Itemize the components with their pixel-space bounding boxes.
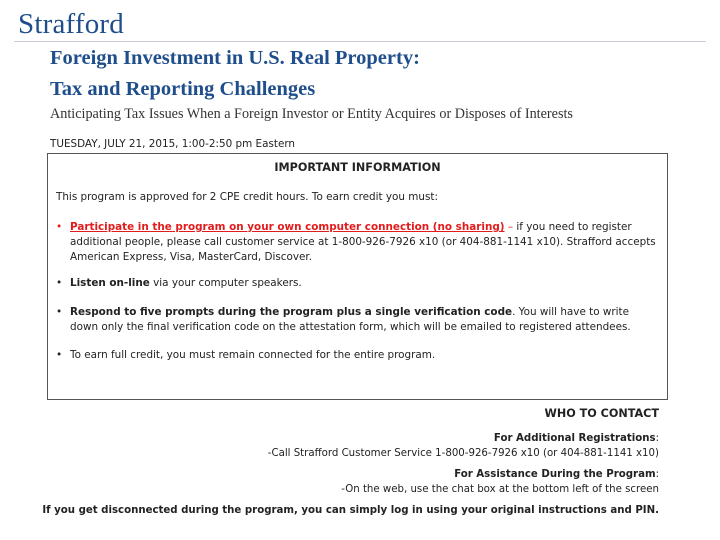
- info-heading: IMPORTANT INFORMATION: [274, 161, 441, 174]
- bullet-dot-icon: •: [56, 221, 63, 233]
- participate-dash: –: [504, 221, 517, 233]
- credit-intro: This program is approved for 2 CPE credit hours. To earn credit you must:: [56, 191, 438, 203]
- respond-details: . You will have to write down only the final verification code on the attestation form, which will be emailed to registered attendees.: [70, 306, 631, 333]
- registration-label: [494, 433, 659, 444]
- assistance-label: [454, 469, 659, 480]
- bullet-dot-icon: •: [56, 277, 63, 289]
- full-credit-text: To earn full credit, you must remain connected for the entire program.: [70, 349, 436, 361]
- page-title-line1: Foreign Investment in U.S. Real Property:: [50, 47, 420, 69]
- bullet-dot-icon: •: [56, 349, 63, 361]
- respond-label: Respond to five prompts during the program plus a single verification code: [70, 306, 513, 318]
- assistance-label-text: For Assistance During the Program: [454, 469, 656, 480]
- participate-details: if you need to register additional people, please call customer service at 1-800-926-7926 x10 (or 404-881-1141 x10). Strafford accepts American Express, Visa, MasterCard, Discover.: [70, 221, 656, 263]
- registration-label-text: For Additional Registrations: [493, 433, 656, 444]
- strafford-logo: Strafford: [18, 8, 124, 40]
- listen-online-details: via your computer speakers.: [149, 277, 302, 289]
- who-to-contact-heading: WHO TO CONTACT: [544, 407, 659, 420]
- page-subtitle: Anticipating Tax Issues When a Foreign Investor or Entity Acquires or Disposes of Interests: [50, 106, 573, 122]
- registration-colon: :: [655, 433, 659, 444]
- disconnect-note: If you get disconnected during the program, you can simply log in using your original instructions and PIN.: [42, 505, 659, 516]
- assistance-chat: -On the web, use the chat box at the bottom left of the screen: [341, 484, 659, 495]
- listen-online-label: Listen on-line: [70, 277, 150, 289]
- bullet-dot-icon: •: [56, 306, 63, 318]
- page-title-line2: Tax and Reporting Challenges: [50, 78, 316, 100]
- event-date: TUESDAY, JULY 21, 2015, 1:00-2:50 pm Eastern: [50, 138, 296, 150]
- important-information-box: [47, 153, 668, 400]
- registration-phone: -Call Strafford Customer Service 1-800-926-7926 x10 (or 404-881-1141 x10): [267, 448, 659, 459]
- header-divider: [14, 41, 706, 42]
- assistance-colon: :: [655, 469, 659, 480]
- participate-link[interactable]: Participate in the program on your own computer connection (no sharing): [70, 221, 505, 233]
